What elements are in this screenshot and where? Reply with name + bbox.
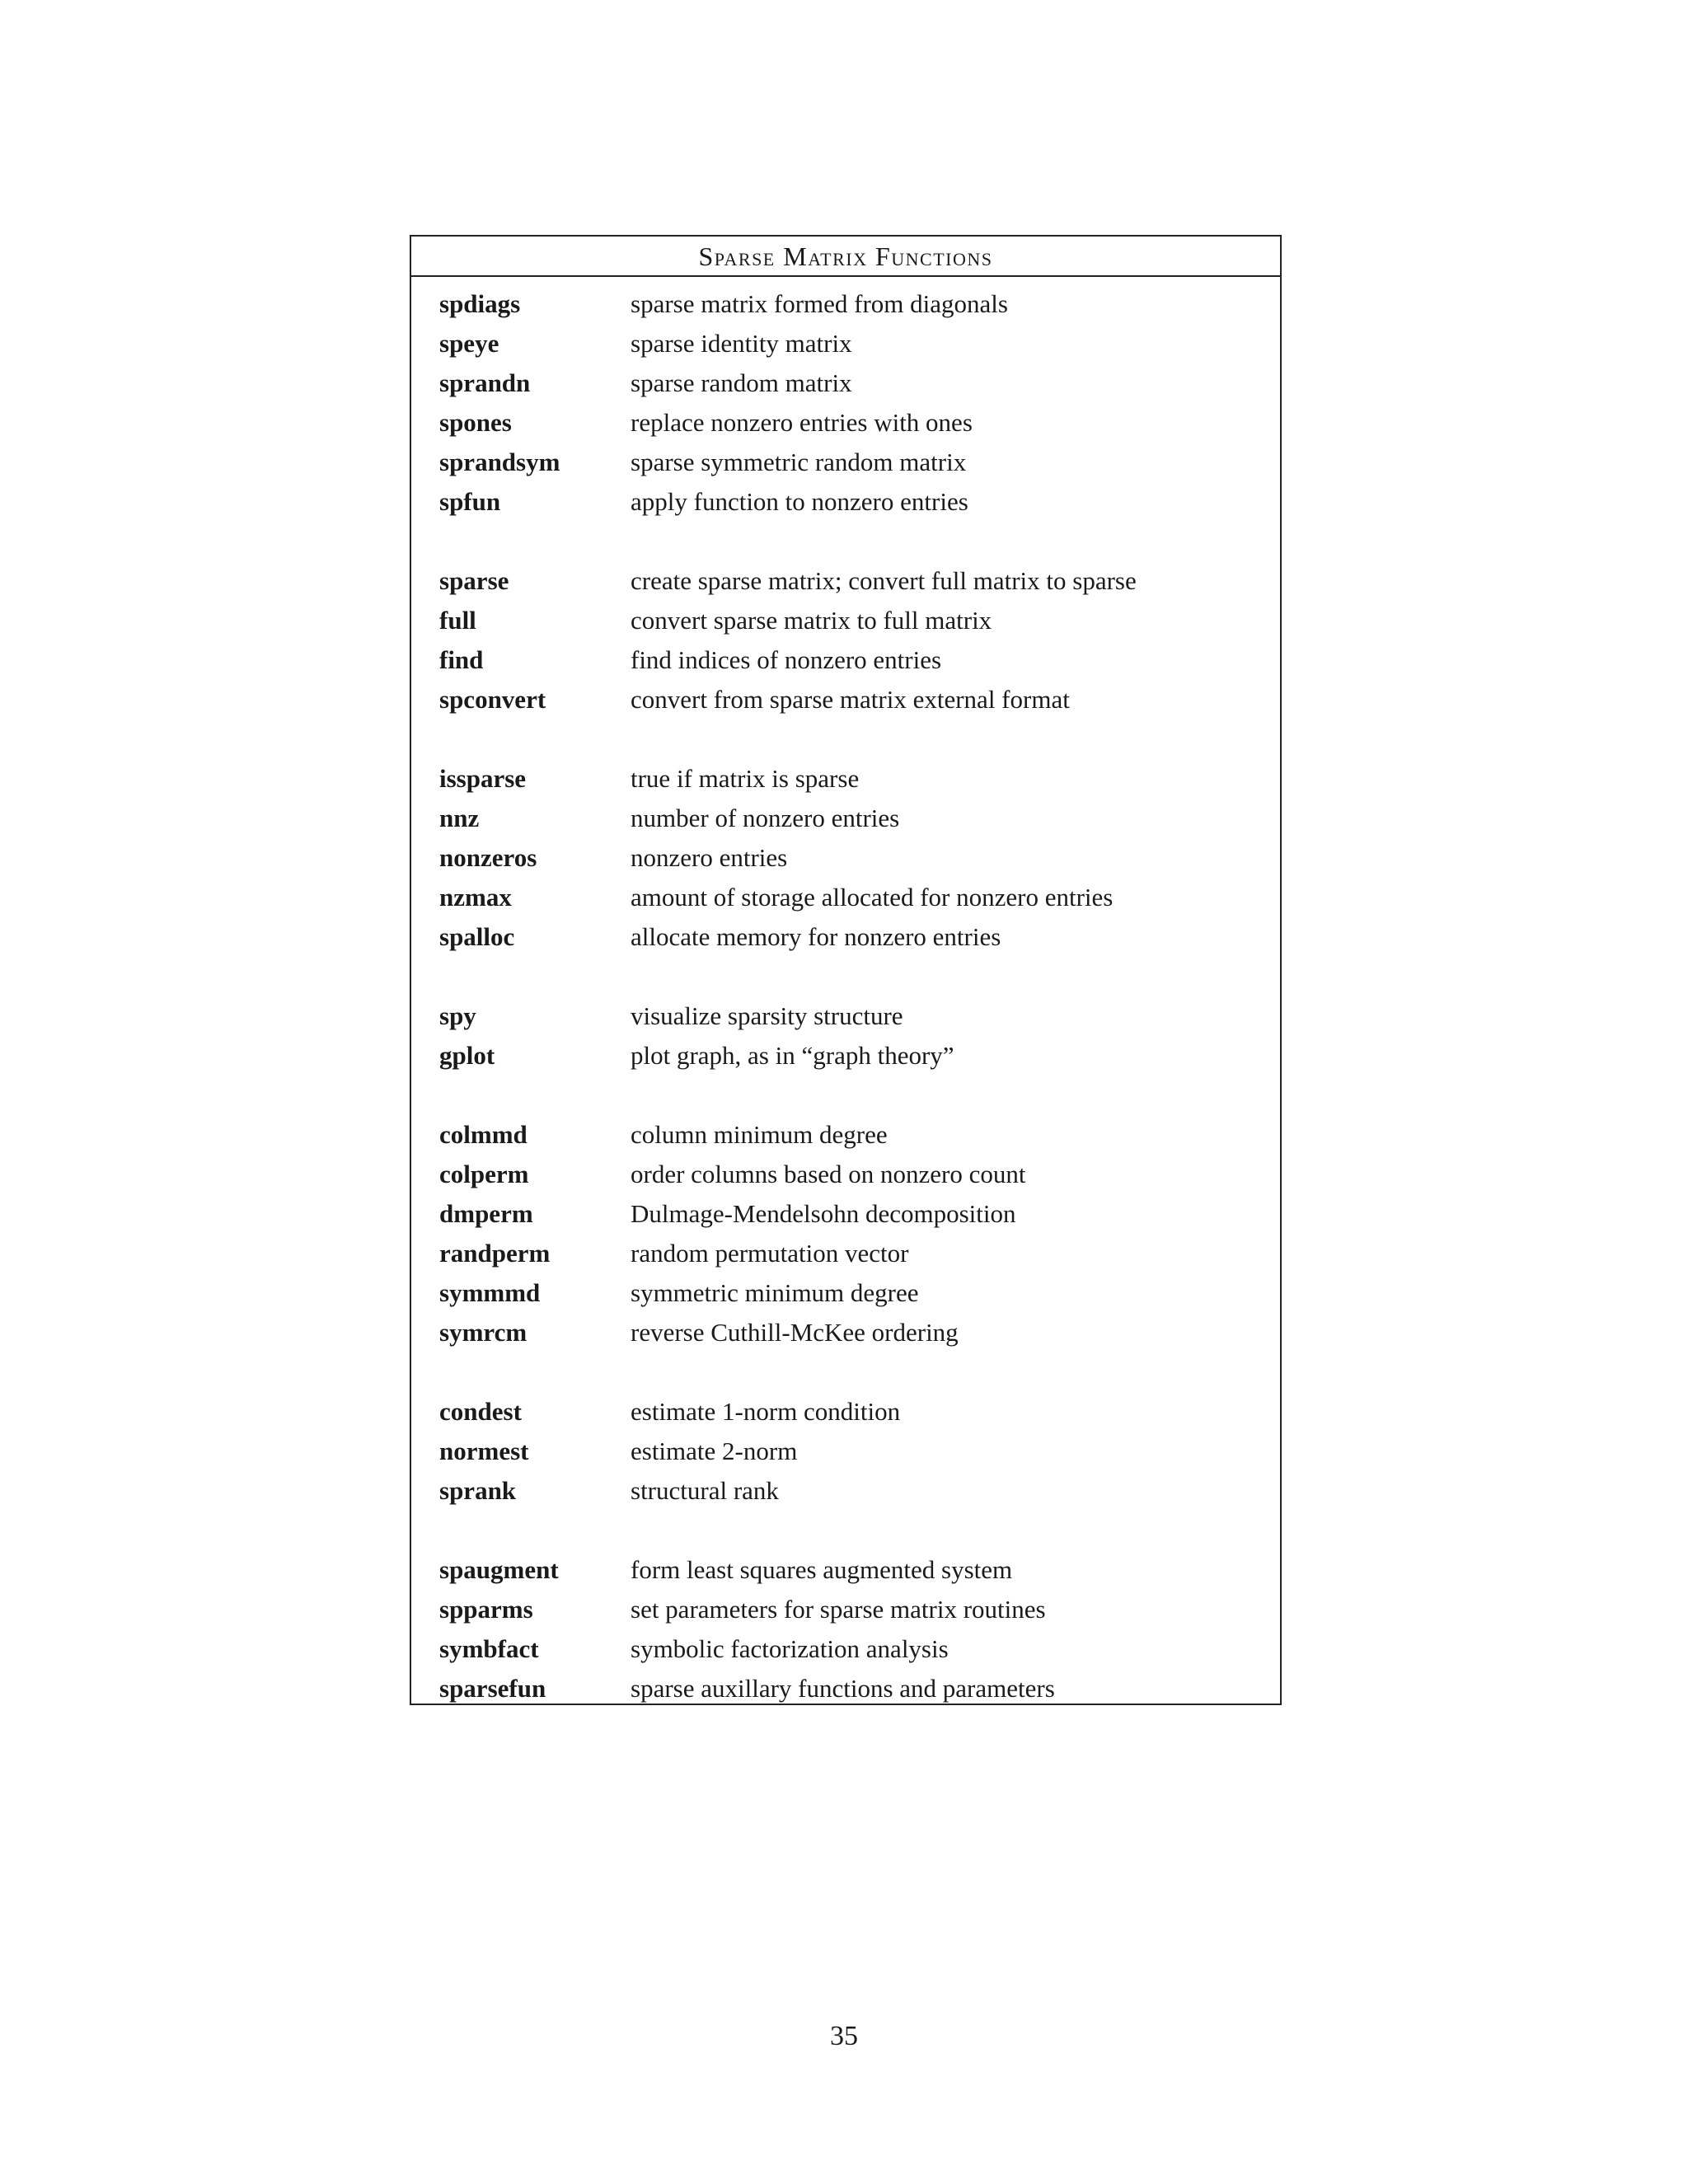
function-name: sprank [439, 1476, 517, 1505]
function-name: spparms [439, 1595, 533, 1624]
table-row [411, 759, 1280, 799]
function-group [411, 284, 1280, 522]
function-group [411, 1115, 1280, 1352]
function-groups [411, 277, 1280, 1708]
function-name: sprandsym [439, 448, 560, 476]
function-group [411, 759, 1280, 957]
table-row [411, 403, 1280, 443]
function-description: find indices of nonzero entries [631, 645, 942, 674]
function-name: symbfact [439, 1634, 539, 1663]
function-name: speye [439, 329, 499, 358]
table-row [411, 799, 1280, 838]
function-name: colmmd [439, 1120, 528, 1149]
function-name: spaugment [439, 1555, 559, 1584]
function-name: sparse [439, 566, 509, 595]
function-description: sparse identity matrix [631, 329, 852, 358]
function-name: nonzeros [439, 843, 537, 872]
table-row [411, 996, 1280, 1036]
table-row [411, 324, 1280, 363]
table-row [411, 1234, 1280, 1273]
table-row [411, 1392, 1280, 1432]
table-title: Sparse Matrix Functions [411, 237, 1280, 277]
function-description: symmetric minimum degree [631, 1278, 919, 1307]
function-name: sprandn [439, 368, 531, 397]
table-row [411, 482, 1280, 522]
function-description: sparse symmetric random matrix [631, 448, 967, 476]
function-group [411, 1392, 1280, 1511]
function-description: apply function to nonzero entries [631, 487, 968, 516]
function-name: spconvert [439, 685, 546, 714]
function-description: nonzero entries [631, 843, 788, 872]
function-name: nnz [439, 804, 480, 832]
function-description: replace nonzero entries with ones [631, 408, 973, 437]
function-name: colperm [439, 1160, 529, 1188]
function-description: form least squares augmented system [631, 1555, 1013, 1584]
function-description: number of nonzero entries [631, 804, 900, 832]
table-row [411, 1273, 1280, 1313]
table-row [411, 917, 1280, 957]
table-row [411, 1194, 1280, 1234]
function-group [411, 1550, 1280, 1708]
table-row [411, 443, 1280, 482]
table-row [411, 1432, 1280, 1471]
table-row [411, 680, 1280, 719]
function-name: sparsefun [439, 1674, 546, 1703]
table-row [411, 1155, 1280, 1194]
table-row [411, 1115, 1280, 1155]
function-name: find [439, 645, 484, 674]
table-row [411, 640, 1280, 680]
function-description: visualize sparsity structure [631, 1001, 903, 1030]
table-row [411, 1471, 1280, 1511]
function-name: spfun [439, 487, 501, 516]
function-description: Dulmage-Mendelsohn decomposition [631, 1199, 1016, 1228]
function-description: convert from sparse matrix external format [631, 685, 1070, 714]
function-description: column minimum degree [631, 1120, 888, 1149]
function-description: sparse random matrix [631, 368, 852, 397]
function-description: set parameters for sparse matrix routines [631, 1595, 1046, 1624]
table-row [411, 1629, 1280, 1669]
function-description: order columns based on nonzero count [631, 1160, 1026, 1188]
function-name: spy [439, 1001, 476, 1030]
function-description: estimate 2-norm [631, 1436, 798, 1465]
function-name: gplot [439, 1041, 495, 1070]
page-number: 35 [830, 2021, 858, 2051]
table-row [411, 1550, 1280, 1590]
functions-table [410, 235, 1282, 1705]
function-description: symbolic factorization analysis [631, 1634, 949, 1663]
function-name: symrcm [439, 1318, 528, 1347]
function-name: randperm [439, 1239, 551, 1268]
function-description: true if matrix is sparse [631, 764, 860, 793]
function-description: estimate 1-norm condition [631, 1397, 901, 1426]
function-description: reverse Cuthill-McKee ordering [631, 1318, 959, 1347]
table-row [411, 1590, 1280, 1629]
function-description: convert sparse matrix to full matrix [631, 606, 992, 635]
function-name: condest [439, 1397, 522, 1426]
function-description: amount of storage allocated for nonzero entries [631, 883, 1114, 912]
table-row [411, 561, 1280, 601]
table-row [411, 838, 1280, 878]
function-description: sparse matrix formed from diagonals [631, 289, 1008, 318]
function-name: issparse [439, 764, 527, 793]
table-row [411, 284, 1280, 324]
function-description: sparse auxillary functions and parameters [631, 1674, 1055, 1703]
function-name: symmmd [439, 1278, 541, 1307]
table-row [411, 363, 1280, 403]
function-name: normest [439, 1436, 529, 1465]
function-description: plot graph, as in “graph theory” [631, 1041, 954, 1070]
function-description: structural rank [631, 1476, 779, 1505]
function-name: spalloc [439, 922, 515, 951]
function-group [411, 996, 1280, 1076]
function-description: allocate memory for nonzero entries [631, 922, 1001, 951]
table-row [411, 1669, 1280, 1708]
table-row [411, 601, 1280, 640]
function-name: spdiags [439, 289, 521, 318]
function-name: dmperm [439, 1199, 533, 1228]
function-group [411, 561, 1280, 719]
function-name: spones [439, 408, 512, 437]
function-name: nzmax [439, 883, 512, 912]
function-description: random permutation vector [631, 1239, 909, 1268]
table-row [411, 1313, 1280, 1352]
table-row [411, 1036, 1280, 1076]
function-description: create sparse matrix; convert full matrix to sparse [631, 566, 1137, 595]
function-name: full [439, 606, 476, 635]
table-row [411, 878, 1280, 917]
